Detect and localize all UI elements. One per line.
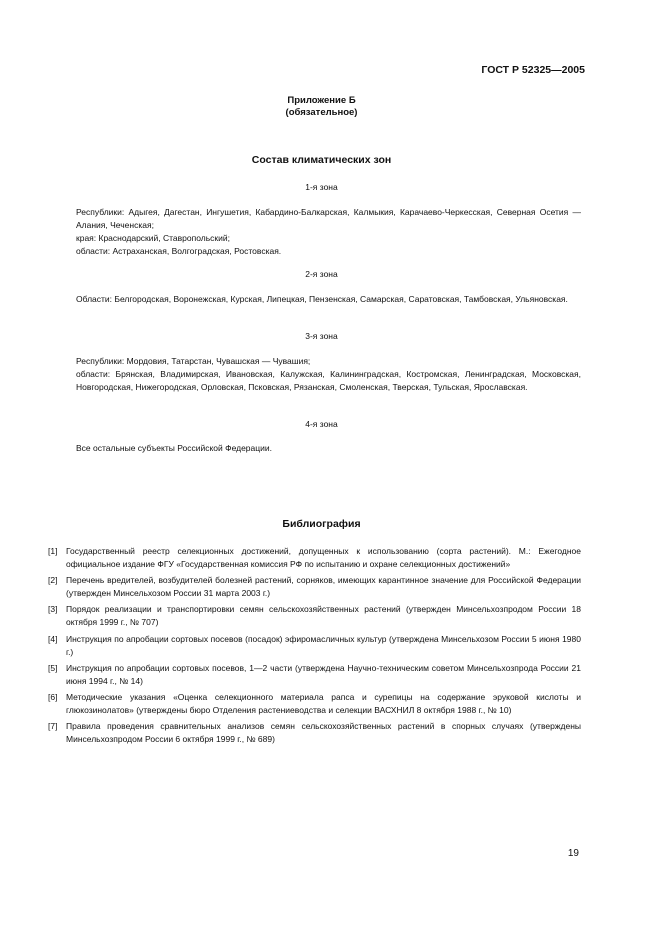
- document-code: ГОСТ Р 52325—2005: [481, 64, 585, 76]
- bibliography-item-number: [5]: [48, 662, 58, 673]
- bibliography-item-text: Инструкция по апробации сортовых посевов (посадок) эфиромасличных культур (утверждена Минсельхозом России 5 июня 1980 г.): [66, 633, 581, 657]
- appendix-title: Приложение Б: [287, 95, 356, 106]
- bibliography-item: [48, 662, 581, 688]
- bibliography-item-number: [6]: [48, 691, 58, 702]
- zone-3-oblasti: области: Брянская, Владимирская, Ивановская, Калужская, Калининградская, Костромская, Ленинградская, Московская, Новгородская, Нижегородская, Орловская, Псковская, Рязанская, Смоленская, Тверская, Тульская, Ярославская.: [76, 369, 581, 392]
- bibliography-item: [48, 720, 581, 746]
- zone-1-oblasti: области: Астраханская, Волгоградская, Ростовская.: [76, 246, 282, 256]
- page-number: 19: [567, 848, 579, 859]
- bibliography-item: [48, 574, 581, 600]
- bibliography-item: [48, 603, 581, 629]
- bibliography-item-text: Государственный реестр селекционных достижений, допущенных к использованию (сорта растений). М.: Ежегодное официальное издание ФГУ «Государственная комиссия РФ по испытанию и охране селекционных достижений»: [66, 546, 581, 569]
- zone-3-republics: Республики: Мордовия, Татарстан, Чувашская — Чувашия;: [76, 356, 311, 366]
- zone-2-label: 2-я зона: [305, 269, 338, 279]
- bibliography-item-text: Правила проведения сравнительных анализов семян сельскохозяйственных растений в спорных случаях (утверждены Минсельхозпродом России 6 октября 1999 г., № 689): [66, 721, 581, 745]
- bibliography-item: [48, 545, 581, 571]
- bibliography-list: [48, 545, 581, 749]
- bibliography-item-text: Методические указания «Оценка селекционного материала рапса и сурепицы на содержание эруковой кислоты и глюкозинолатов» (утверждены бюро Отделения растениеводства и селекции ВАСХНИЛ 8 октября 1988 г., № 10): [66, 691, 581, 715]
- appendix-subtitle: (обязательное): [285, 107, 358, 118]
- bibliography-item: [48, 691, 581, 717]
- zone-1-krai: края: Краснодарский, Ставропольский;: [76, 233, 230, 243]
- bibliography-item-number: [3]: [48, 604, 58, 615]
- bibliography-item: [48, 633, 581, 659]
- bibliography-item-number: [1]: [48, 546, 58, 556]
- zone-3-content: [62, 355, 581, 394]
- bibliography-item-number: [4]: [48, 633, 58, 644]
- bibliography-title: Библиография: [282, 518, 361, 530]
- zone-4-label: 4-я зона: [305, 419, 338, 429]
- climate-zones-title: Состав климатических зон: [251, 154, 392, 166]
- bibliography-item-number: [7]: [48, 721, 58, 732]
- zone-1-republics: Республики: Адыгея, Дагестан, Ингушетия, Кабардино-Балкарская, Калмыкия, Карачаево-Черкесская, Северная Осетия — Алания, Чеченская;: [76, 207, 581, 230]
- bibliography-item-text: Инструкция по апробации сортовых посевов, 1—2 части (утверждена Научно-техническим советом Минсельхозпрода России 21 июня 1994 г., № 14): [66, 662, 581, 686]
- zone-2-oblasti: Области: Белгородская, Воронежская, Курская, Липецкая, Пензенская, Самарская, Саратовская, Тамбовская, Ульяновская.: [76, 294, 568, 304]
- zone-2-content: [62, 293, 581, 306]
- zone-4-content: [62, 442, 581, 455]
- zone-1-content: [62, 206, 581, 258]
- bibliography-item-text: Перечень вредителей, возбудителей болезней растений, сорняков, имеющих карантинное значение для Российской Федерации (утвержден Минсельхозом России 31 марта 2003 г.): [66, 575, 581, 599]
- appendix-heading: [62, 95, 581, 119]
- bibliography-item-number: [2]: [48, 575, 58, 586]
- zone-4-text: Все остальные субъекты Российской Федерации.: [76, 443, 272, 453]
- zone-3-label: 3-я зона: [305, 331, 338, 341]
- zone-1-label: 1-я зона: [305, 182, 338, 192]
- bibliography-item-text: Порядок реализации и транспортировки семян сельскохозяйственных растений (утвержден Минсельхозпродом России 18 октября 1999 г., № 707): [66, 604, 581, 628]
